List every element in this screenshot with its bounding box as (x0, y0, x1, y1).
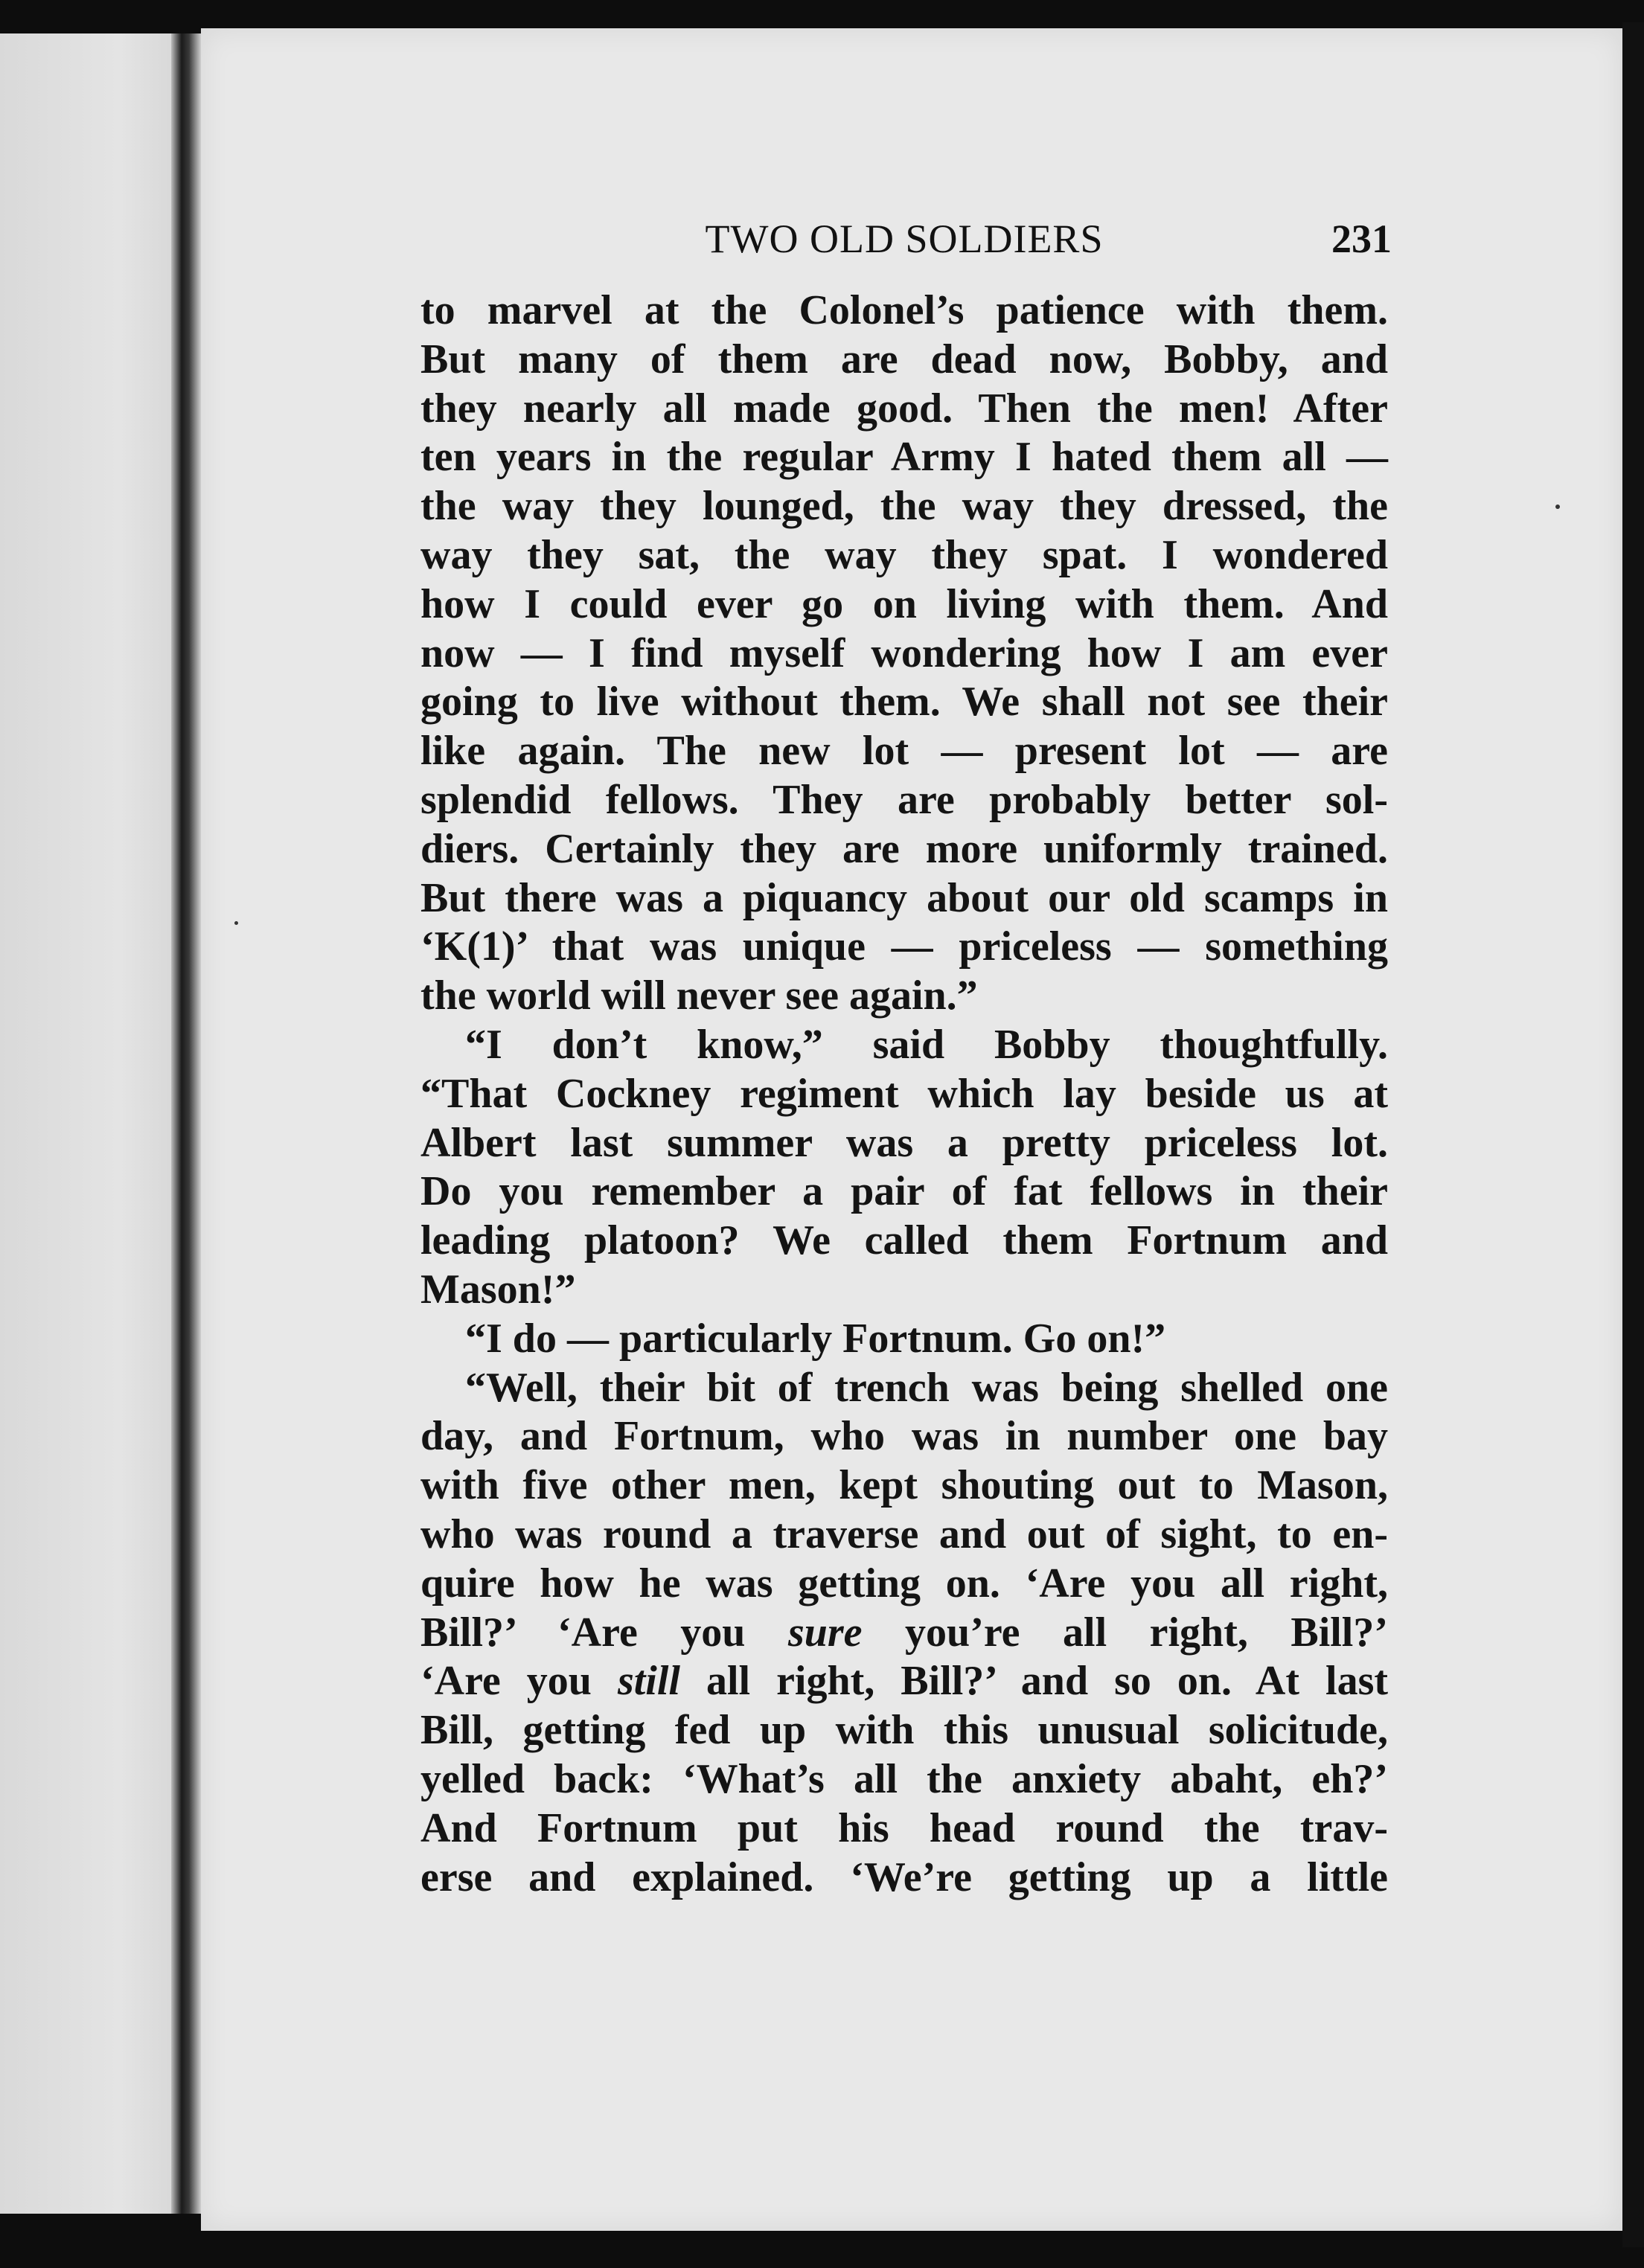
italic-word: sure (787, 1609, 863, 1656)
text-line: “I don’t know,” said Bobby thoughtfully. (465, 1021, 1388, 1068)
text-line: with five other men, kept shouting out to Mason, (420, 1462, 1388, 1509)
page-header (417, 216, 1392, 283)
book-gutter (171, 33, 201, 2214)
text-line: now — I find myself wondering how I am ever (420, 630, 1388, 676)
italic-word: still (617, 1658, 680, 1705)
paper-speck (234, 921, 238, 925)
text-line: Do you remember a pair of fat fellows in their (420, 1168, 1388, 1215)
text-line: yelled back: ‘What’s all the anxiety abaht, eh?’ (420, 1755, 1388, 1802)
text-line (420, 1609, 1388, 1658)
paper-speck (1555, 504, 1560, 509)
text-line: Bill, getting fed up with this unusual solicitude, (420, 1707, 1388, 1754)
text-line (420, 1657, 1388, 1706)
text-line: the world will never see again.” (420, 973, 978, 1019)
text-line: ‘K(1)’ that was unique — priceless — something (420, 923, 1388, 970)
text-line: going to live without them. We shall not see their (420, 679, 1388, 725)
text-line: leading platoon? We called them Fortnum and (420, 1217, 1388, 1264)
text-line: like again. The new lot — present lot — are (420, 728, 1388, 775)
text-run: ‘Are you (420, 1658, 592, 1705)
body-text (420, 286, 1388, 1902)
text-line: diers. Certainly they are more uniformly trained. (420, 825, 1388, 872)
text-run: all right, Bill?’ and so on. At last (706, 1658, 1389, 1705)
text-line: day, and Fortnum, who was in number one bay (420, 1413, 1388, 1460)
page-number: 231 (1331, 217, 1392, 261)
text-line: erse and explained. ‘We’re getting up a little (420, 1854, 1388, 1900)
text-line: ten years in the regular Army I hated them all — (420, 434, 1388, 481)
text-line: to marvel at the Colonel’s patience with them. (420, 287, 1388, 333)
text-line: splendid fellows. They are probably better sol- (420, 776, 1388, 823)
left-page-edge (0, 33, 199, 2214)
text-line: Albert last summer was a pretty priceless lot. (420, 1119, 1388, 1166)
text-line: But many of them are dead now, Bobby, and (420, 336, 1388, 382)
text-line: the way they lounged, the way they dressed, the (420, 483, 1388, 530)
text-line: “That Cockney regiment which lay beside us at (420, 1070, 1388, 1117)
scan-border-right (1622, 22, 1644, 2247)
text-line: “I do — particularly Fortnum. Go on!” (465, 1315, 1166, 1362)
text-line: Mason!” (420, 1266, 576, 1313)
text-run: you’re all right, Bill?’ (905, 1609, 1389, 1656)
text-line: quire how he was getting on. ‘Are you all right, (420, 1560, 1388, 1606)
text-line: But there was a piquancy about our old scamps in (420, 874, 1388, 921)
text-line: how I could ever go on living with them. And (420, 580, 1388, 627)
text-line: And Fortnum put his head round the trav- (420, 1804, 1388, 1851)
text-line: “Well, their bit of trench was being shelled one (465, 1364, 1388, 1411)
text-line: way they sat, the way they spat. I wondered (420, 531, 1388, 578)
text-line: they nearly all made good. Then the men! After (420, 385, 1388, 432)
running-head: TWO OLD SOLDIERS (705, 217, 1104, 261)
text-run: Bill?’ ‘Are you (420, 1609, 746, 1656)
text-line: who was round a traverse and out of sight, to en- (420, 1511, 1388, 1557)
